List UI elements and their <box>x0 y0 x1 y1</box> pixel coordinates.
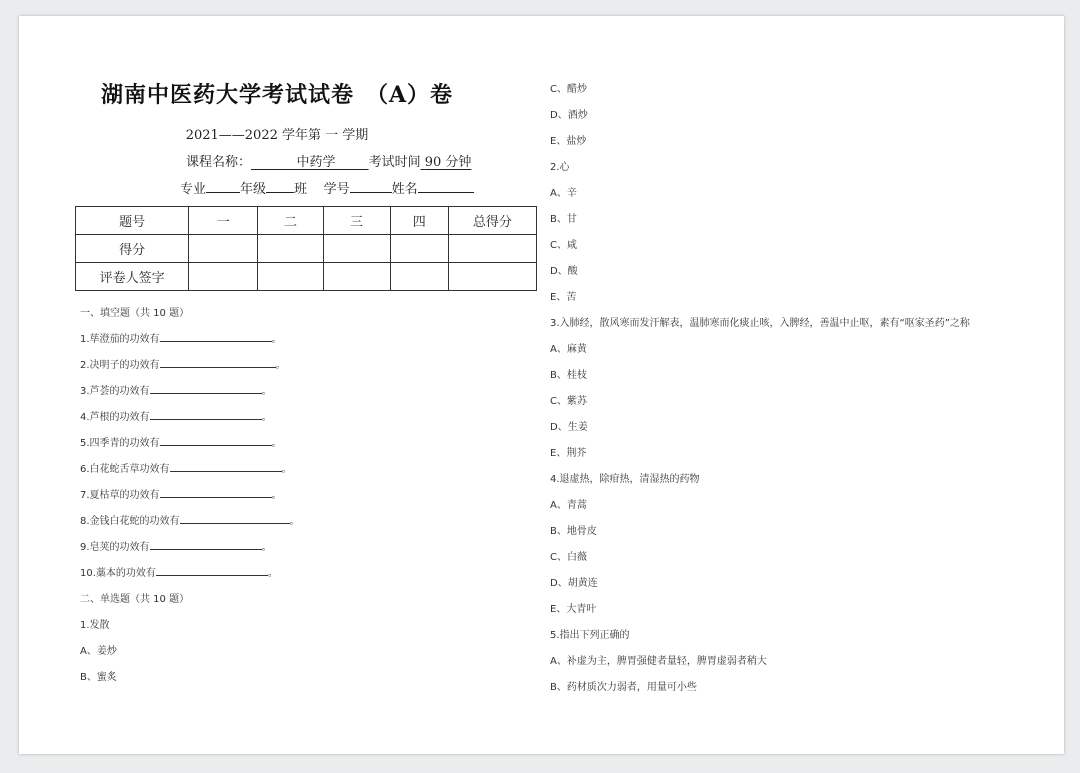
option-line[interactable]: D、生姜 <box>550 422 588 433</box>
row-label: 评卷人签字 <box>76 263 189 291</box>
answer-blank[interactable] <box>160 330 272 342</box>
option-line[interactable]: C、醋炒 <box>550 84 587 95</box>
question-line: 4.退虚热，除疳热，清湿热的药物 <box>550 474 700 485</box>
grade-field[interactable] <box>266 180 294 193</box>
answer-blank[interactable] <box>150 382 262 394</box>
option-line[interactable]: C、咸 <box>550 240 577 251</box>
option-line[interactable]: A、姜炒 <box>80 646 117 657</box>
term-line: 2021——2022 学年第 一 学期 <box>185 128 369 143</box>
section2-heading: 二、单选题（共 10 题） <box>80 594 190 605</box>
option-line[interactable]: C、紫苏 <box>550 396 587 407</box>
time-label: 考试时间 <box>368 155 421 170</box>
option-line[interactable]: D、酒炒 <box>550 110 588 121</box>
row-label: 得分 <box>76 235 189 263</box>
fill-question: 8.金钱白花蛇的功效有 。 <box>80 512 300 527</box>
answer-blank[interactable] <box>150 408 262 420</box>
course-value: 中药学 <box>296 155 336 170</box>
fill-question: 5.四季青的功效有 。 <box>80 434 282 449</box>
exam-page <box>19 16 1064 754</box>
class-label: 班 <box>294 182 308 197</box>
fill-question: 7.夏枯草的功效有 。 <box>80 486 282 501</box>
signature-cell[interactable] <box>258 263 323 291</box>
option-line[interactable]: B、地骨皮 <box>550 526 597 537</box>
answer-blank[interactable] <box>160 356 276 368</box>
signature-cell[interactable] <box>189 263 258 291</box>
question-line: 3.入肺经，散风寒而发汗解表，温肺寒而化痰止咳，入脾经，善温中止呕，素有“呕家圣药”之称 <box>550 318 970 329</box>
option-line[interactable]: A、青蒿 <box>550 500 587 511</box>
question-line: 5.指出下列正确的 <box>550 630 630 641</box>
score-cell[interactable] <box>189 235 258 263</box>
score-cell[interactable] <box>390 235 448 263</box>
option-line[interactable]: E、荆芥 <box>550 448 587 459</box>
header-cell: 题号 <box>76 207 189 235</box>
fill-question: 1.荜澄茄的功效有 。 <box>80 330 282 345</box>
id-field[interactable] <box>350 180 392 193</box>
score-row <box>76 235 537 263</box>
student-info-line <box>180 178 474 197</box>
option-line[interactable]: B、蜜炙 <box>80 672 117 683</box>
course-label: 课程名称： <box>186 155 252 170</box>
signature-cell[interactable] <box>390 263 448 291</box>
option-line[interactable]: B、桂枝 <box>550 370 587 381</box>
option-line[interactable]: A、补虚为主，脾胃强健者量轻，脾胃虚弱者稍大 <box>550 656 767 667</box>
option-line[interactable]: E、苦 <box>550 292 577 303</box>
option-line[interactable]: E、大青叶 <box>550 604 597 615</box>
option-line[interactable]: D、酸 <box>550 266 578 277</box>
option-line[interactable]: C、白薇 <box>550 552 587 563</box>
section1-heading: 一、填空题（共 10 题） <box>80 308 190 319</box>
exam-title: 湖南中医药大学考试试卷 （A）卷 <box>100 82 454 108</box>
answer-blank[interactable] <box>160 486 272 498</box>
question-line: 1.发散 <box>80 620 110 631</box>
signature-cell[interactable] <box>323 263 390 291</box>
fill-question: 2.决明子的功效有 。 <box>80 356 286 371</box>
option-line[interactable]: D、胡黄连 <box>550 578 598 589</box>
fill-question: 4.芦根的功效有 。 <box>80 408 272 423</box>
fill-question: 10.藁本的功效有 。 <box>80 564 278 579</box>
fill-question: 6.白花蛇舌草功效有 。 <box>80 460 292 475</box>
question-line: 2.心 <box>550 162 570 173</box>
grade-label: 年级 <box>240 182 267 197</box>
signature-row <box>76 263 537 291</box>
option-line[interactable]: A、麻黄 <box>550 344 587 355</box>
answer-blank[interactable] <box>156 564 268 576</box>
time-value: 90 分钟 <box>424 155 472 170</box>
name-field[interactable] <box>418 180 474 193</box>
course-line <box>186 151 471 170</box>
header-cell: 一 <box>189 207 258 235</box>
fill-question: 3.芦荟的功效有 。 <box>80 382 272 397</box>
id-label: 学号 <box>323 182 350 197</box>
option-line[interactable]: B、甘 <box>550 214 577 225</box>
header-cell: 二 <box>258 207 323 235</box>
header-cell: 三 <box>323 207 390 235</box>
signature-cell[interactable] <box>448 263 536 291</box>
option-line[interactable]: B、药材质次力弱者，用量可小些 <box>550 682 697 693</box>
answer-blank[interactable] <box>150 538 262 550</box>
header-cell: 四 <box>390 207 448 235</box>
major-field[interactable] <box>206 180 240 193</box>
score-cell[interactable] <box>448 235 536 263</box>
score-table <box>75 206 537 291</box>
score-cell[interactable] <box>323 235 390 263</box>
answer-blank[interactable] <box>180 512 290 524</box>
score-table-header-row <box>76 207 537 235</box>
major-label: 专业 <box>180 182 207 197</box>
answer-blank[interactable] <box>170 460 282 472</box>
fill-question: 9.皂荚的功效有 。 <box>80 538 272 553</box>
option-line[interactable]: E、盐炒 <box>550 136 587 147</box>
header-cell: 总得分 <box>448 207 536 235</box>
option-line[interactable]: A、辛 <box>550 188 577 199</box>
score-cell[interactable] <box>258 235 323 263</box>
name-label: 姓名 <box>391 182 418 197</box>
answer-blank[interactable] <box>160 434 272 446</box>
